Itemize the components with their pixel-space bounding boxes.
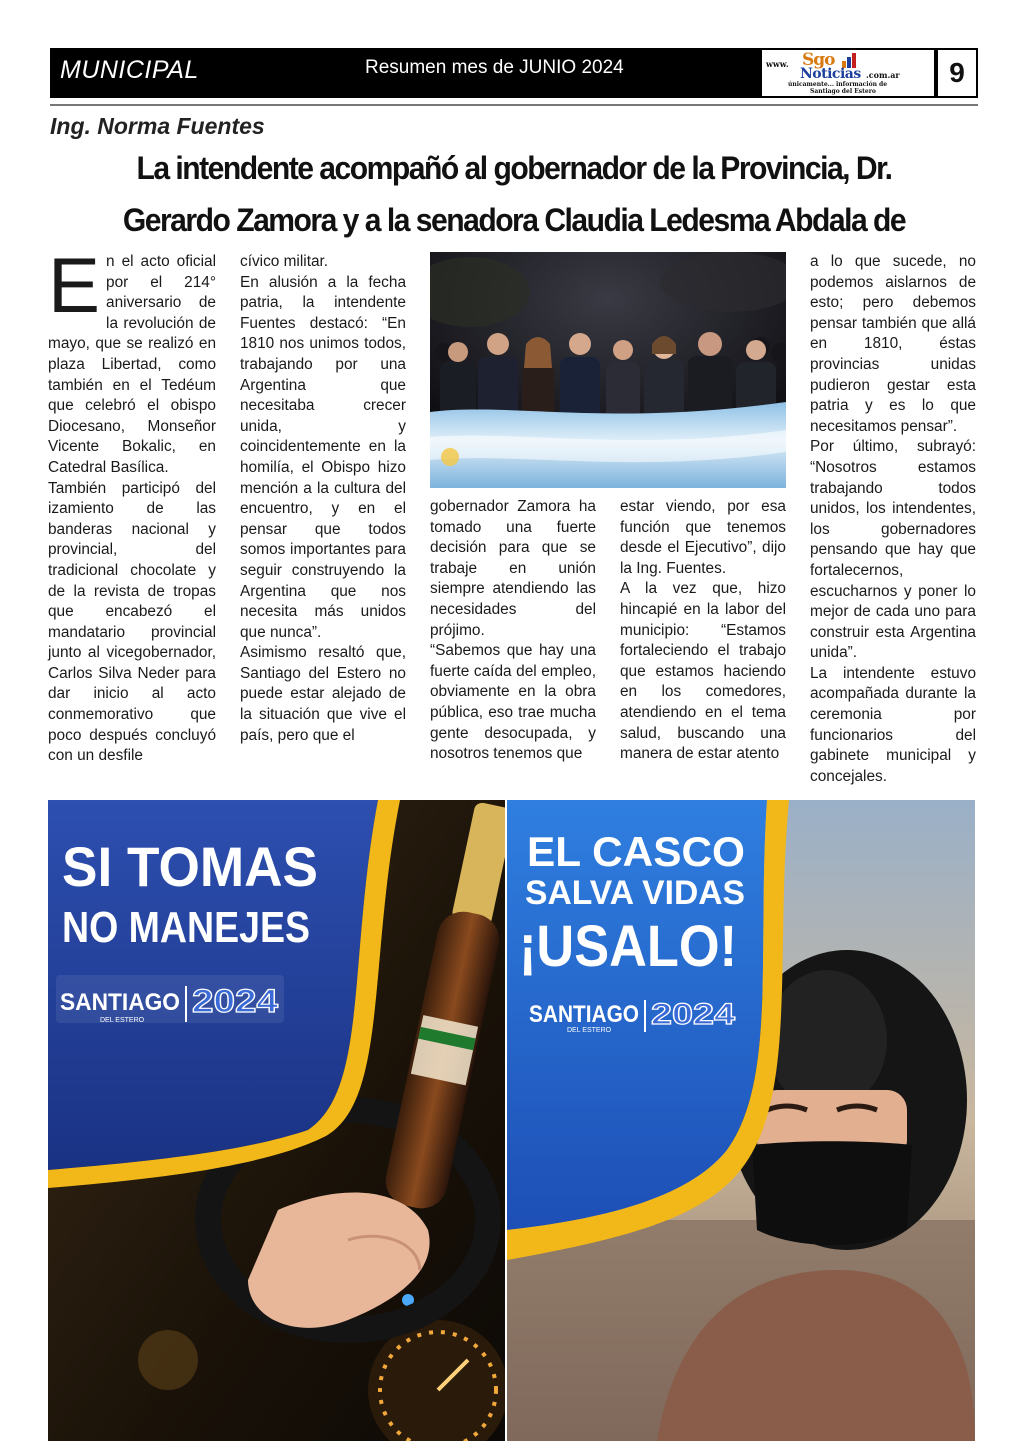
- ad-year: 2024: [651, 998, 736, 1031]
- article-paragraph: “Sabemos que hay una fuerte caída del empleo, obviamente en la obra pública, eso trae mucha gente desocupada, y nosotros tenemos que: [430, 642, 596, 763]
- article-paragraph: La intendente estuvo acompañada durante la ceremonia por funcionarios del gabinete municipal y concejales.: [810, 664, 976, 785]
- event-photo: [430, 252, 786, 488]
- ad-brand-sub: DEL ESTERO: [567, 1027, 612, 1034]
- logo-domain: .com.ar: [866, 70, 900, 80]
- ad-headline-3: ¡USALO!: [519, 914, 737, 979]
- article-paragraph: En alusión a la fecha patria, la intendente Fuentes destacó: “En 1810 nos unimos todos, trabajando por una Argentina que necesitaba crecer unida, y coincidentemente en la homilía, el Obispo hizo mención a la cultura del encuentro, y en el pensar que todos somos importantes para seguir construyendo la Argentina que nos necesita más unidos que nunca”.: [240, 273, 406, 641]
- article-column-3: [430, 497, 596, 765]
- article-paragraph: A la vez que, hizo hincapié en la labor del municipio: “Estamos fortaleciendo el trabajo que estamos haciendo en los comedores, atendiendo en el tema salud, buscando una manera de estar atento: [620, 580, 786, 763]
- article-paragraph: a lo que sucede, no podemos aislarnos de esto; pero debemos pensar también que allá en 1810, éstas provincias unidas pudieron gestar esta patria y es lo que necesitamos pensar”.: [810, 253, 976, 435]
- article-paragraph: n el acto oficial por el 214° aniversario de la revolución de mayo, que se realizó en plaza Libertad, como también en el Tedéum que celebró el obispo Diocesano, Monseñor Vicente Bokalic, en Catedral Basílica.: [48, 253, 216, 476]
- logo-tagline-place: Santiago del Estero: [810, 88, 876, 95]
- article-paragraph: gobernador Zamora ha tomado una fuerte decisión para que se trabaje en unión siempre atendiendo las necesidades del prójimo.: [430, 498, 596, 639]
- article-paragraph: También participó del izamiento de las banderas nacional y provincial, del tradicional chocolate y de la revista de tropas que encabezó el mandatario provincial junto al vicegobernador, Carlos Silva Neder para dar inicio al acto conmemorativo que poco después concluyó con un desfile: [48, 479, 216, 765]
- ad-brand-sub: DEL ESTERO: [100, 1017, 145, 1024]
- issue-summary: Resumen mes de JUNIO 2024: [365, 57, 624, 78]
- article-column-1: [48, 241, 216, 767]
- article-title: La intendente acompañó al gobernador de la Provincia, Dr. Gerardo Zamora y a la senadora Claudia Ledesma Abdala de: [122, 150, 906, 238]
- page-header: [50, 48, 978, 98]
- article-paragraph: cívico militar.: [240, 253, 329, 270]
- page-number: 9: [938, 50, 976, 96]
- ad-year: 2024: [192, 983, 279, 1019]
- ad-brand: SANTIAGO: [529, 1001, 639, 1028]
- drop-cap: E: [48, 241, 101, 329]
- article-paragraph: Asimismo resaltó que, Santiago del Estero no puede estar alejado de la situación que vive el país, pero que el: [240, 644, 406, 744]
- article-kicker: Ing. Norma Fuentes: [50, 113, 265, 139]
- section-name: MUNICIPAL: [60, 56, 199, 84]
- article-column-4: [620, 497, 786, 765]
- ad-brand: SANTIAGO: [60, 989, 180, 1016]
- ad-helmet: [507, 800, 975, 1441]
- ad-headline-2: NO MANEJES: [62, 903, 310, 952]
- ad-headline-2: SALVA VIDAS: [525, 874, 745, 912]
- ad-drink-drive: [48, 800, 505, 1441]
- article-column-5: [810, 252, 976, 787]
- article-paragraph: Por último, subrayó: “Nosotros estamos trabajando todos unidos, los intendentes, los gobernadores pensando que hay que fortalecernos, escucharnos y poner lo mejor de cada uno para construir esta Argentina unida”.: [810, 438, 976, 662]
- article-paragraph: estar viendo, por esa función que tenemos desde el Ejecutivo”, dijo la Ing. Fuentes.: [620, 498, 786, 577]
- logo-tagline: únicamente... información de: [788, 81, 888, 88]
- article-column-2: [240, 252, 406, 746]
- logo-www: www.: [766, 59, 789, 69]
- logo-noticias: Noticias: [800, 66, 861, 82]
- sgo-noticias-logo: [762, 50, 934, 96]
- header-rule: [50, 104, 978, 106]
- officials-at-ceremony-image: [430, 252, 786, 488]
- ad-headline-1: SI TOMAS: [62, 835, 318, 898]
- logo-sgo: Sgo: [802, 50, 835, 70]
- ad-headline-1: EL CASCO: [527, 828, 745, 875]
